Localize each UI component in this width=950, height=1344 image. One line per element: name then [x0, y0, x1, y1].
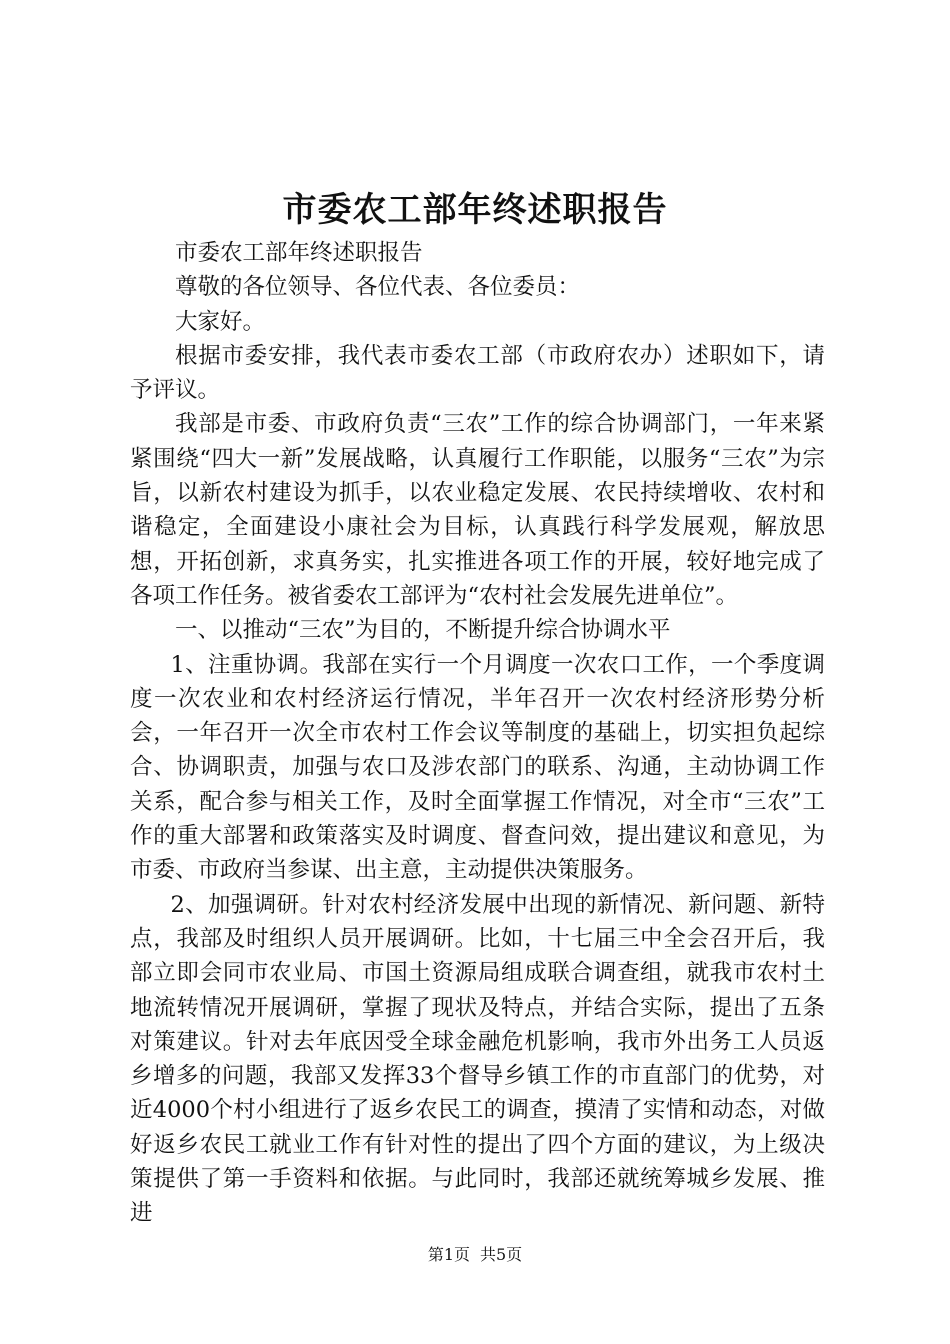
page-footer — [0, 1244, 950, 1266]
paragraph-overview: 我部是市委、市政府负责“三农”工作的综合协调部门，一年来紧紧围绕“四大一新”发展战略，认真履行工作职能，以服务“三农”为宗旨，以新农村建设为抓手，以农业稳定发展、农民持续增收、农村和谐稳定，全面建设小康社会为目标，认真践行科学发展观，解放思想，开拓创新，求真务实，扎实推进各项工作的开展，较好地完成了各项工作任务。被省委农工部评为“农村社会发展先进单位”。 — [130, 411, 825, 609]
page-number: 第1页 — [427, 1245, 470, 1264]
paragraph-coordination: 1、注重协调。我部在实行一个月调度一次农口工作，一个季度调度一次农业和农村经济运行情况，半年召开一次农村经济形势分析会，一年召开一次全市农村工作会议等制度的基础上，切实担负起综合、协调职责，加强与农口及涉农部门的联系、沟通，主动协调工作关系，配合参与相关工作，及时全面掌握工作情况，对全市“三农”工作的重大部署和政策落实及时调度、督查问效，提出建议和意见，为市委、市政府当参谋、出主意，主动提供决策服务。 — [130, 651, 825, 884]
paragraph-salutation: 尊敬的各位领导、各位代表、各位委员： — [175, 274, 581, 301]
paragraph-heading-repeat: 市委农工部年终述职报告 — [175, 240, 423, 266]
section-heading-1: 一、以推动“三农”为目的，不断提升综合协调水平 — [175, 617, 671, 644]
paragraph-intro: 根据市委安排，我代表市委农工部（市政府农办）述职如下，请予评议。 — [130, 342, 825, 404]
document-body — [130, 236, 825, 1231]
paragraph-greeting: 大家好。 — [175, 308, 266, 335]
page-total: 共5页 — [480, 1245, 523, 1264]
paragraph-research: 2、加强调研。针对农村经济发展中出现的新情况、新问题、新特点，我部及时组织人员开展调研。比如，十七届三中全会召开后，我部立即会同市农业局、市国土资源局组成联合调查组，就我市农村土地流转情况开展调研，掌握了现状及特点，并结合实际，提出了五条对策建议。针对去年底因受全球金融危机影响，我市外出务工人员返乡增多的问题，我部又发挥33个督导乡镇工作的市直部门的优势，对近4000个村小组进行了返乡农民工的调查，摸清了实情和动态，对做好返乡农民工就业工作有针对性的提出了四个方面的建议，为上级决策提供了第一手资料和依据。与此同时，我部还就统筹城乡发展、推进 — [130, 891, 825, 1227]
document-title: 市委农工部年终述职报告 — [282, 190, 668, 230]
